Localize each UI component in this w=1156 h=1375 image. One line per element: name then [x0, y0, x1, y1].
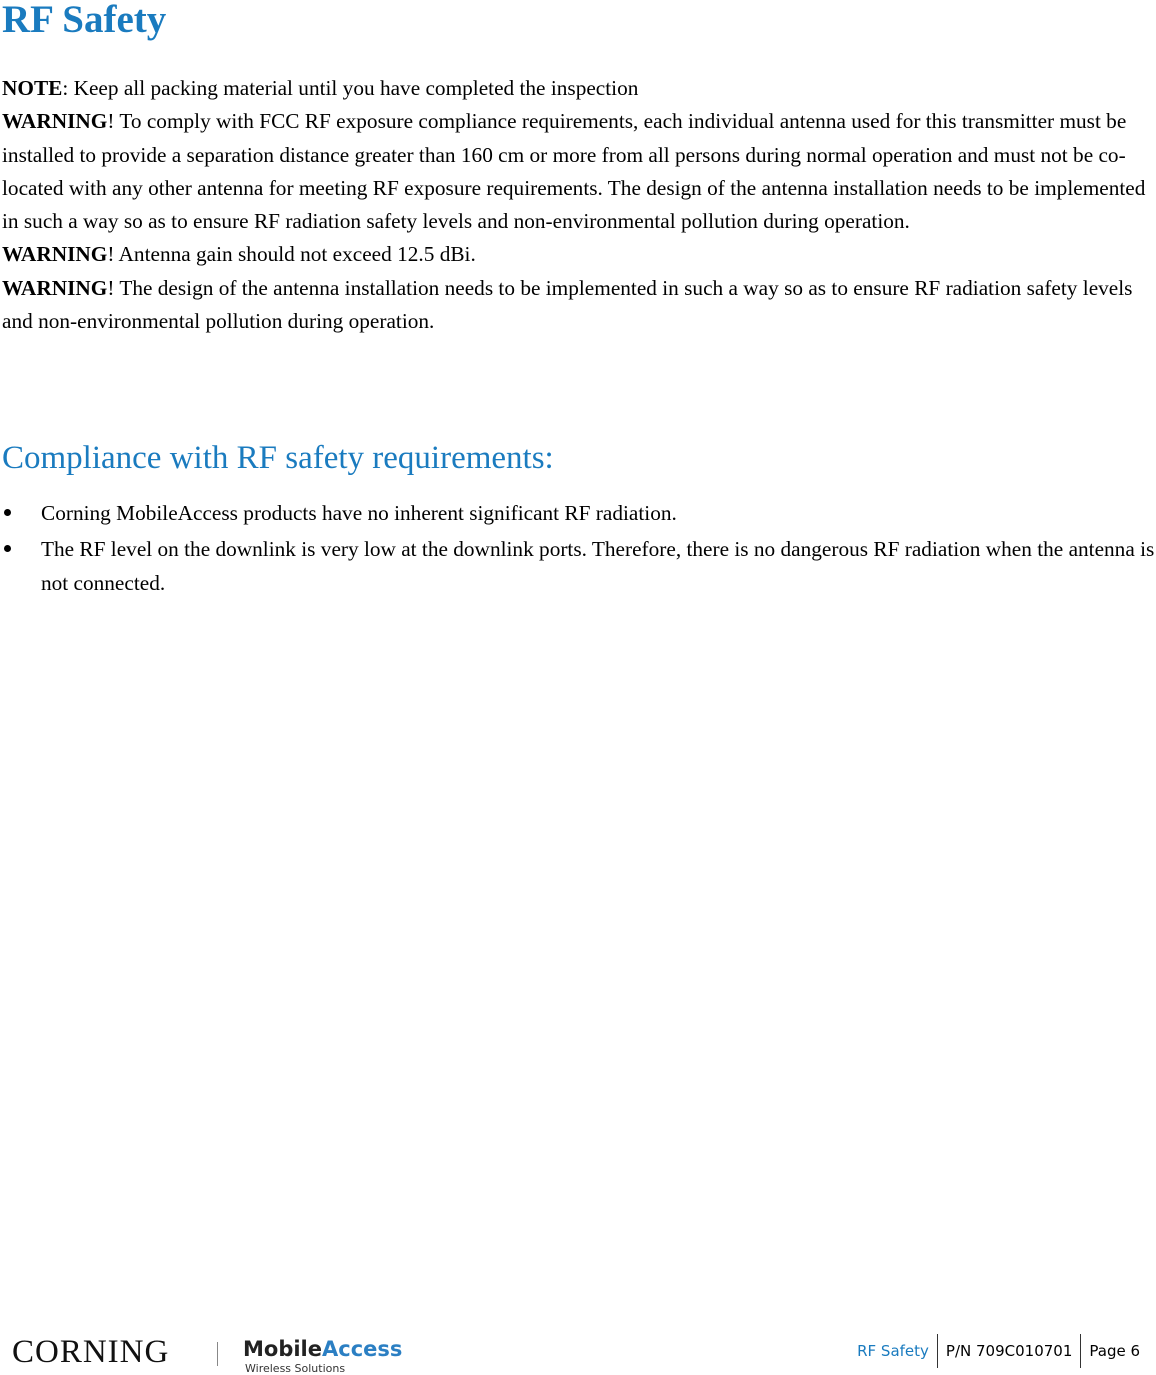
- bullet-icon: [4, 545, 11, 552]
- page-footer: [0, 1326, 1156, 1375]
- note-label: NOTE: [2, 76, 63, 100]
- warning-text: ! To comply with FCC RF exposure compliance requirements, each individual antenna used for this transmitter must be installed to provide a separation distance greater than 160 cm or more from all persons during normal operation and must not be co-located with any other antenna for meeting RF exposure requirements. The design of the antenna installation needs to be implemented in such a way so as to ensure RF radiation safety levels and non-environmental pollution during operation.: [2, 109, 1146, 234]
- warning-paragraph-exposure: [2, 105, 1154, 238]
- list-item: [0, 496, 1156, 530]
- warning-label: WARNING: [2, 275, 108, 300]
- warning-paragraph-installation: [2, 272, 1154, 339]
- footer-section-name: RF Safety: [857, 1342, 929, 1360]
- list-item-text: Corning MobileAccess products have no inherent significant RF radiation.: [41, 501, 677, 525]
- warning-label: WARNING: [2, 109, 108, 134]
- logo-mobile-text: Mobile: [243, 1337, 322, 1361]
- warning-text: ! Antenna gain should not exceed 12.5 dBi.: [107, 242, 476, 267]
- list-item: [0, 532, 1156, 600]
- note-text: : Keep all packing material until you have completed the inspection: [62, 76, 639, 100]
- warnings-block: [2, 72, 1154, 338]
- bullet-icon: [4, 509, 11, 516]
- list-item-text: The RF level on the downlink is very low at the downlink ports. Therefore, there is no dangerous RF radiation when the antenna is not connected.: [41, 537, 1155, 595]
- corning-logo: CORNING: [12, 1334, 170, 1370]
- warning-label: WARNING: [2, 242, 108, 267]
- footer-meta: [849, 1334, 1148, 1368]
- note-paragraph: [2, 72, 1154, 105]
- warning-text: ! The design of the antenna installation needs to be implemented in such a way so as to ensure RF radiation safety levels and non-environmental pollution during operation.: [2, 275, 1133, 334]
- logo-tagline: Wireless Solutions: [245, 1362, 346, 1375]
- warning-paragraph-gain: [2, 238, 1154, 271]
- page-title: RF Safety: [2, 0, 167, 41]
- logo-access-text: Access: [322, 1337, 403, 1361]
- footer-part-number: P/N 709C010701: [945, 1342, 1073, 1360]
- mobileaccess-logo: [243, 1336, 402, 1362]
- compliance-heading: Compliance with RF safety requirements:: [2, 440, 554, 476]
- logo-divider: [217, 1342, 218, 1366]
- footer-page-number: Page 6: [1089, 1342, 1140, 1360]
- compliance-list: [0, 496, 1156, 602]
